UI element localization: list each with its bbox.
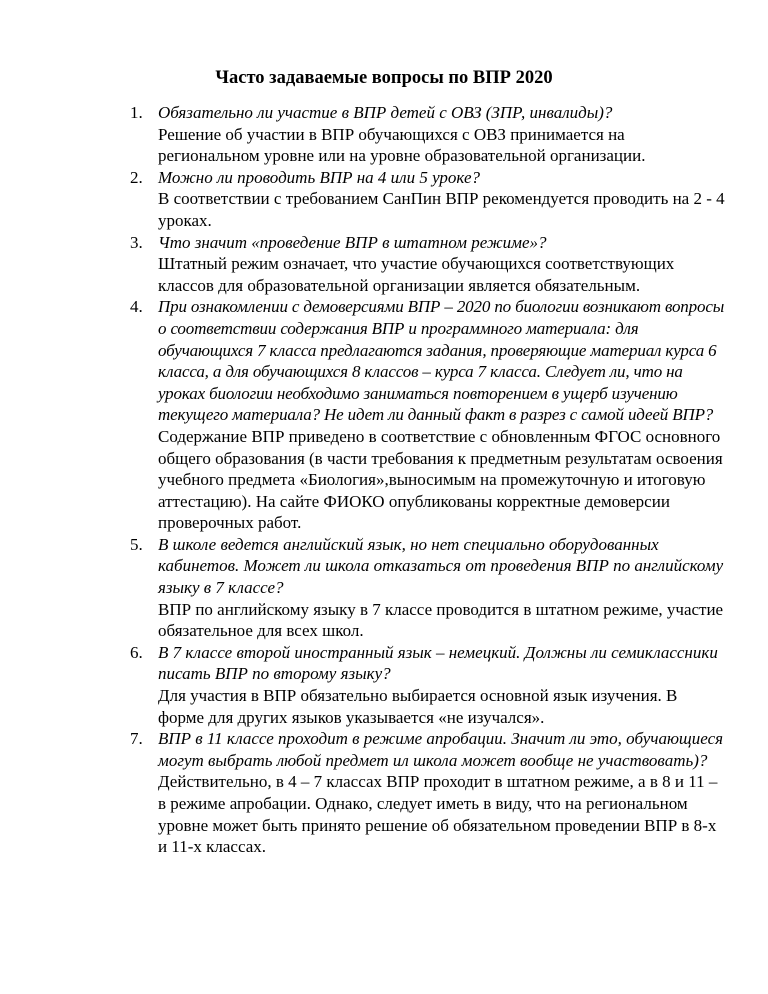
faq-question: В школе ведется английский язык, но нет специально оборудованных кабинетов. Может ли школа отказаться от проведения ВПР по английскому языку в 7 классе? xyxy=(158,534,724,598)
faq-question: Обязательно ли участие в ВПР детей с ОВЗ (ЗПР, инвалиды)? xyxy=(158,103,613,122)
faq-item-6 xyxy=(126,642,726,728)
faq-item-4 xyxy=(126,296,726,534)
faq-question: При ознакомлении с демоверсиями ВПР – 2020 по биологии возникают вопросы о соответствии содержания ВПР и программного материала: для обучающихся 7 класса предлагаются задания, проверяющие материал курса 6 класса, а для обучающихся 8 классов – курса 7 класса. Следует ли, что на уроках биологии необходимо заниматься повторением в ущерб изучению текущего материала? Не идет ли данный факт в разрез с самой идеей ВПР? xyxy=(158,297,725,425)
faq-item-2 xyxy=(126,167,726,232)
faq-list xyxy=(126,102,726,858)
faq-answer: Действительно, в 4 – 7 классах ВПР проходит в штатном режиме, а в 8 и 11 – в режиме апробации. Однако, следует иметь в виду, что на региональном уровне может быть принято решение об обязательном проведении ВПР в 8-х и 11-х классах. xyxy=(158,772,718,857)
faq-question: Что значит «проведение ВПР в штатном режиме»? xyxy=(158,232,547,252)
item-number: 4. xyxy=(130,297,143,317)
faq-answer: Штатный режим означает, что участие обучающихся соответствующих классов для образовательной организации является обязательным. xyxy=(158,254,675,295)
faq-question: В 7 классе второй иностранный язык – немецкий. Должны ли семиклассники писать ВПР по второму языку? xyxy=(158,642,718,684)
faq-item-5 xyxy=(126,534,726,642)
item-number: 5. xyxy=(130,534,143,554)
faq-item-1 xyxy=(126,102,726,167)
item-number: 2. xyxy=(130,167,143,187)
faq-answer: Содержание ВПР приведено в соответствие с обновленным ФГОС основного общего образования (в части требования к предметным результатам освоения учебного предмета «Биология»,выносимым на промежуточную и итоговую аттестацию). На сайте ФИОКО опубликованы корректные демоверсии проверочных работ. xyxy=(158,426,723,533)
item-number: 7. xyxy=(130,729,143,749)
faq-answer: Решение об участии в ВПР обучающихся с ОВЗ принимается на региональном уровне или на уровне образовательной организации. xyxy=(158,124,646,166)
item-number: 3. xyxy=(130,232,143,252)
faq-answer: В соответствии с требованием СанПин ВПР рекомендуется проводить на 2 - 4 уроках. xyxy=(158,189,725,230)
item-number: 1. xyxy=(130,103,143,122)
page-title: Часто задаваемые вопросы по ВПР 2020 xyxy=(215,68,553,88)
faq-item-7 xyxy=(126,728,726,858)
item-number: 6. xyxy=(130,642,143,662)
faq-answer: Для участия в ВПР обязательно выбирается основной язык изучения. В форме для других языков указывается «не изучался». xyxy=(158,686,678,727)
faq-answer: ВПР по английскому языку в 7 классе проводится в штатном режиме, участие обязательное для всех школ. xyxy=(158,599,724,641)
faq-item-3 xyxy=(126,232,726,297)
faq-question: Можно ли проводить ВПР на 4 или 5 уроке? xyxy=(158,167,480,187)
faq-question: ВПР в 11 классе проходит в режиме апробации. Значит ли это, обучающиеся могут выбрать любой предмет ил школа может вообще не участвовать)? xyxy=(158,729,724,770)
